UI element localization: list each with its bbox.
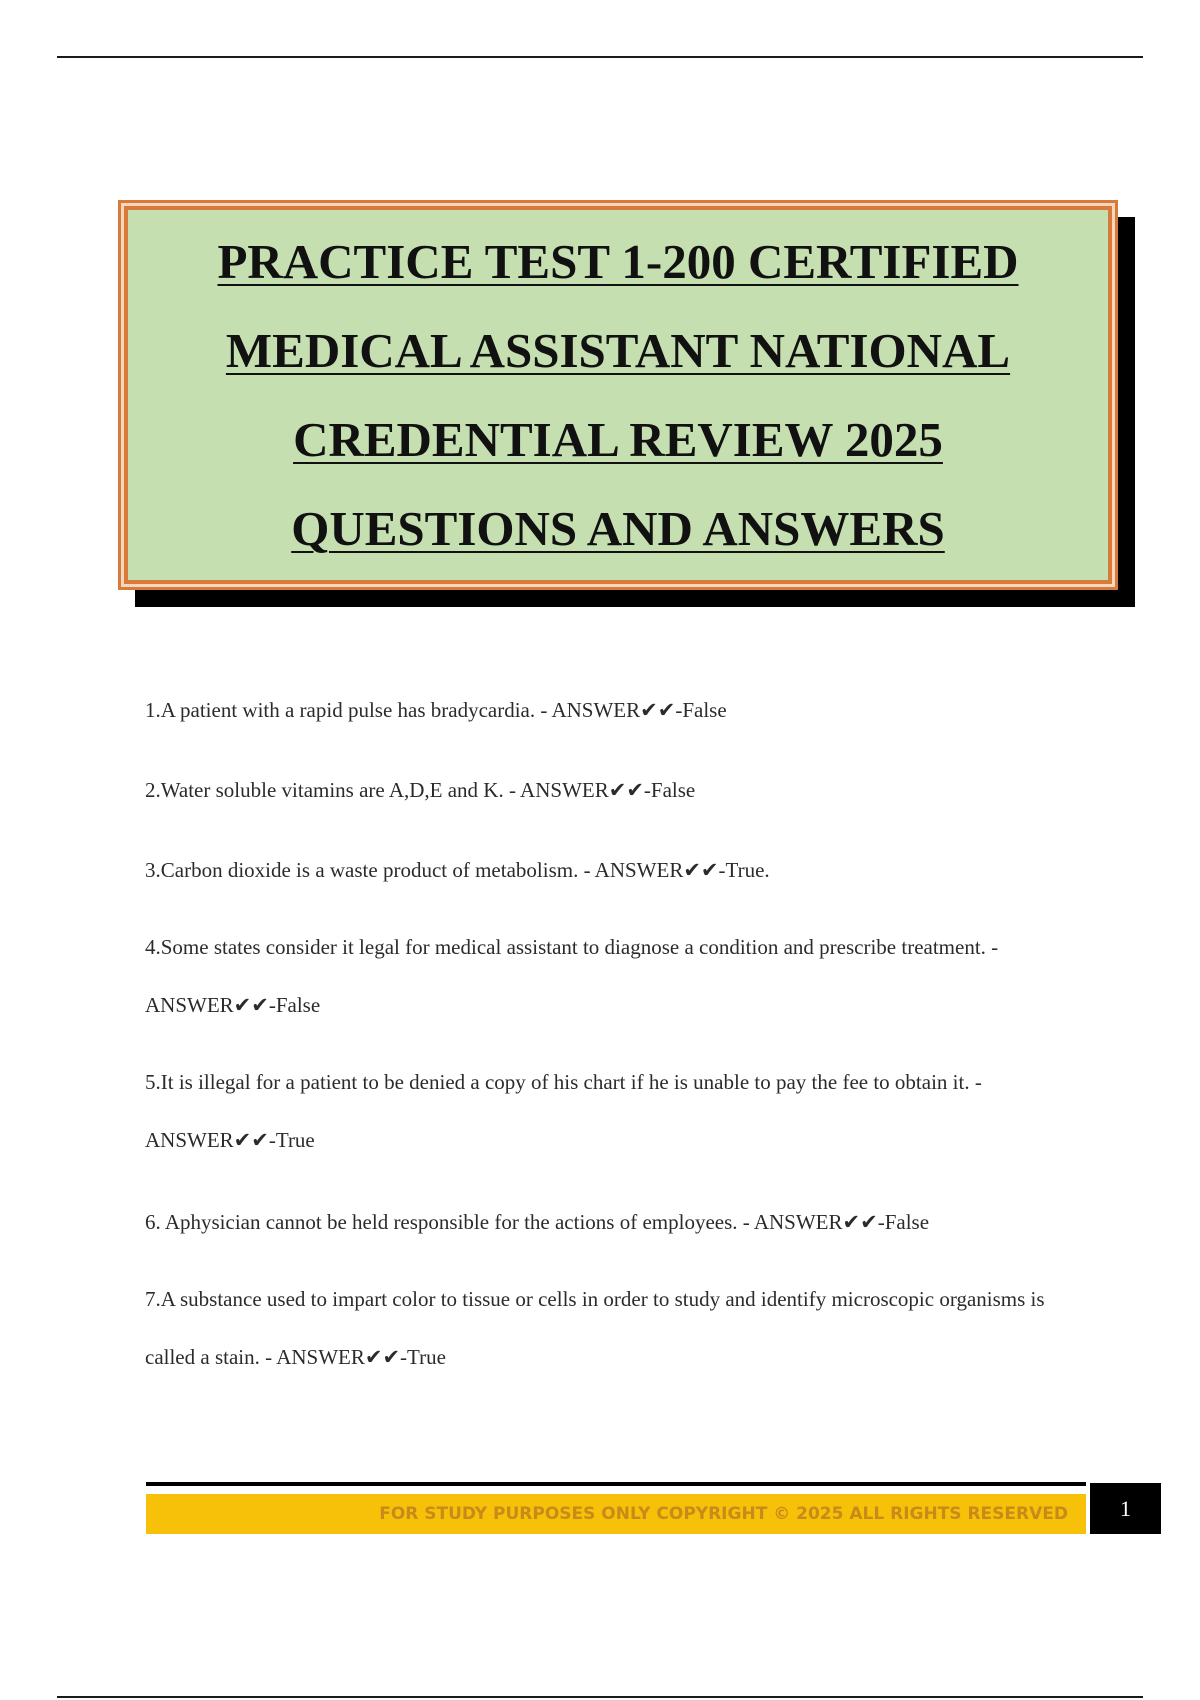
question-1: 1.A patient with a rapid pulse has bradycardia. - ANSWER✔✔-False bbox=[145, 698, 727, 722]
title-line-2: MEDICAL ASSISTANT NATIONAL bbox=[225, 323, 1011, 378]
title-banner bbox=[118, 200, 1118, 590]
page-number: 1 bbox=[1090, 1483, 1161, 1534]
footer-rule bbox=[146, 1482, 1086, 1486]
question-4: 4.Some states consider it legal for medical assistant to diagnose a condition and prescribe treatment. - ANSWER✔✔-False bbox=[145, 935, 999, 1017]
title-line-4: QUESTIONS AND ANSWERS bbox=[291, 501, 945, 556]
question-2: 2.Water soluble vitamins are A,D,E and K. - ANSWER✔✔-False bbox=[145, 778, 696, 802]
top-rule bbox=[57, 56, 1143, 58]
question-7: 7.A substance used to impart color to tissue or cells in order to study and identify microscopic organisms is called a stain. - ANSWER✔✔-True bbox=[145, 1287, 1045, 1369]
question-6: 6. Aphysician cannot be held responsible for the actions of employees. - ANSWER✔✔-False bbox=[145, 1210, 930, 1234]
copyright-text: FOR STUDY PURPOSES ONLY COPYRIGHT © 2025 ALL RIGHTS RESERVED bbox=[379, 1504, 1068, 1524]
title-box bbox=[118, 200, 1118, 590]
bottom-rule bbox=[57, 1696, 1143, 1698]
question-3: 3.Carbon dioxide is a waste product of metabolism. - ANSWER✔✔-True. bbox=[145, 858, 770, 882]
title-line-1: PRACTICE TEST 1-200 CERTIFIED bbox=[217, 234, 1019, 289]
title-line-3: CREDENTIAL REVIEW 2025 bbox=[293, 412, 943, 467]
question-5: 5.It is illegal for a patient to be denied a copy of his chart if he is unable to pay the fee to obtain it. - ANSWER✔✔-True bbox=[145, 1070, 982, 1152]
document-title bbox=[217, 217, 1018, 573]
copyright-footer bbox=[146, 1494, 1086, 1534]
